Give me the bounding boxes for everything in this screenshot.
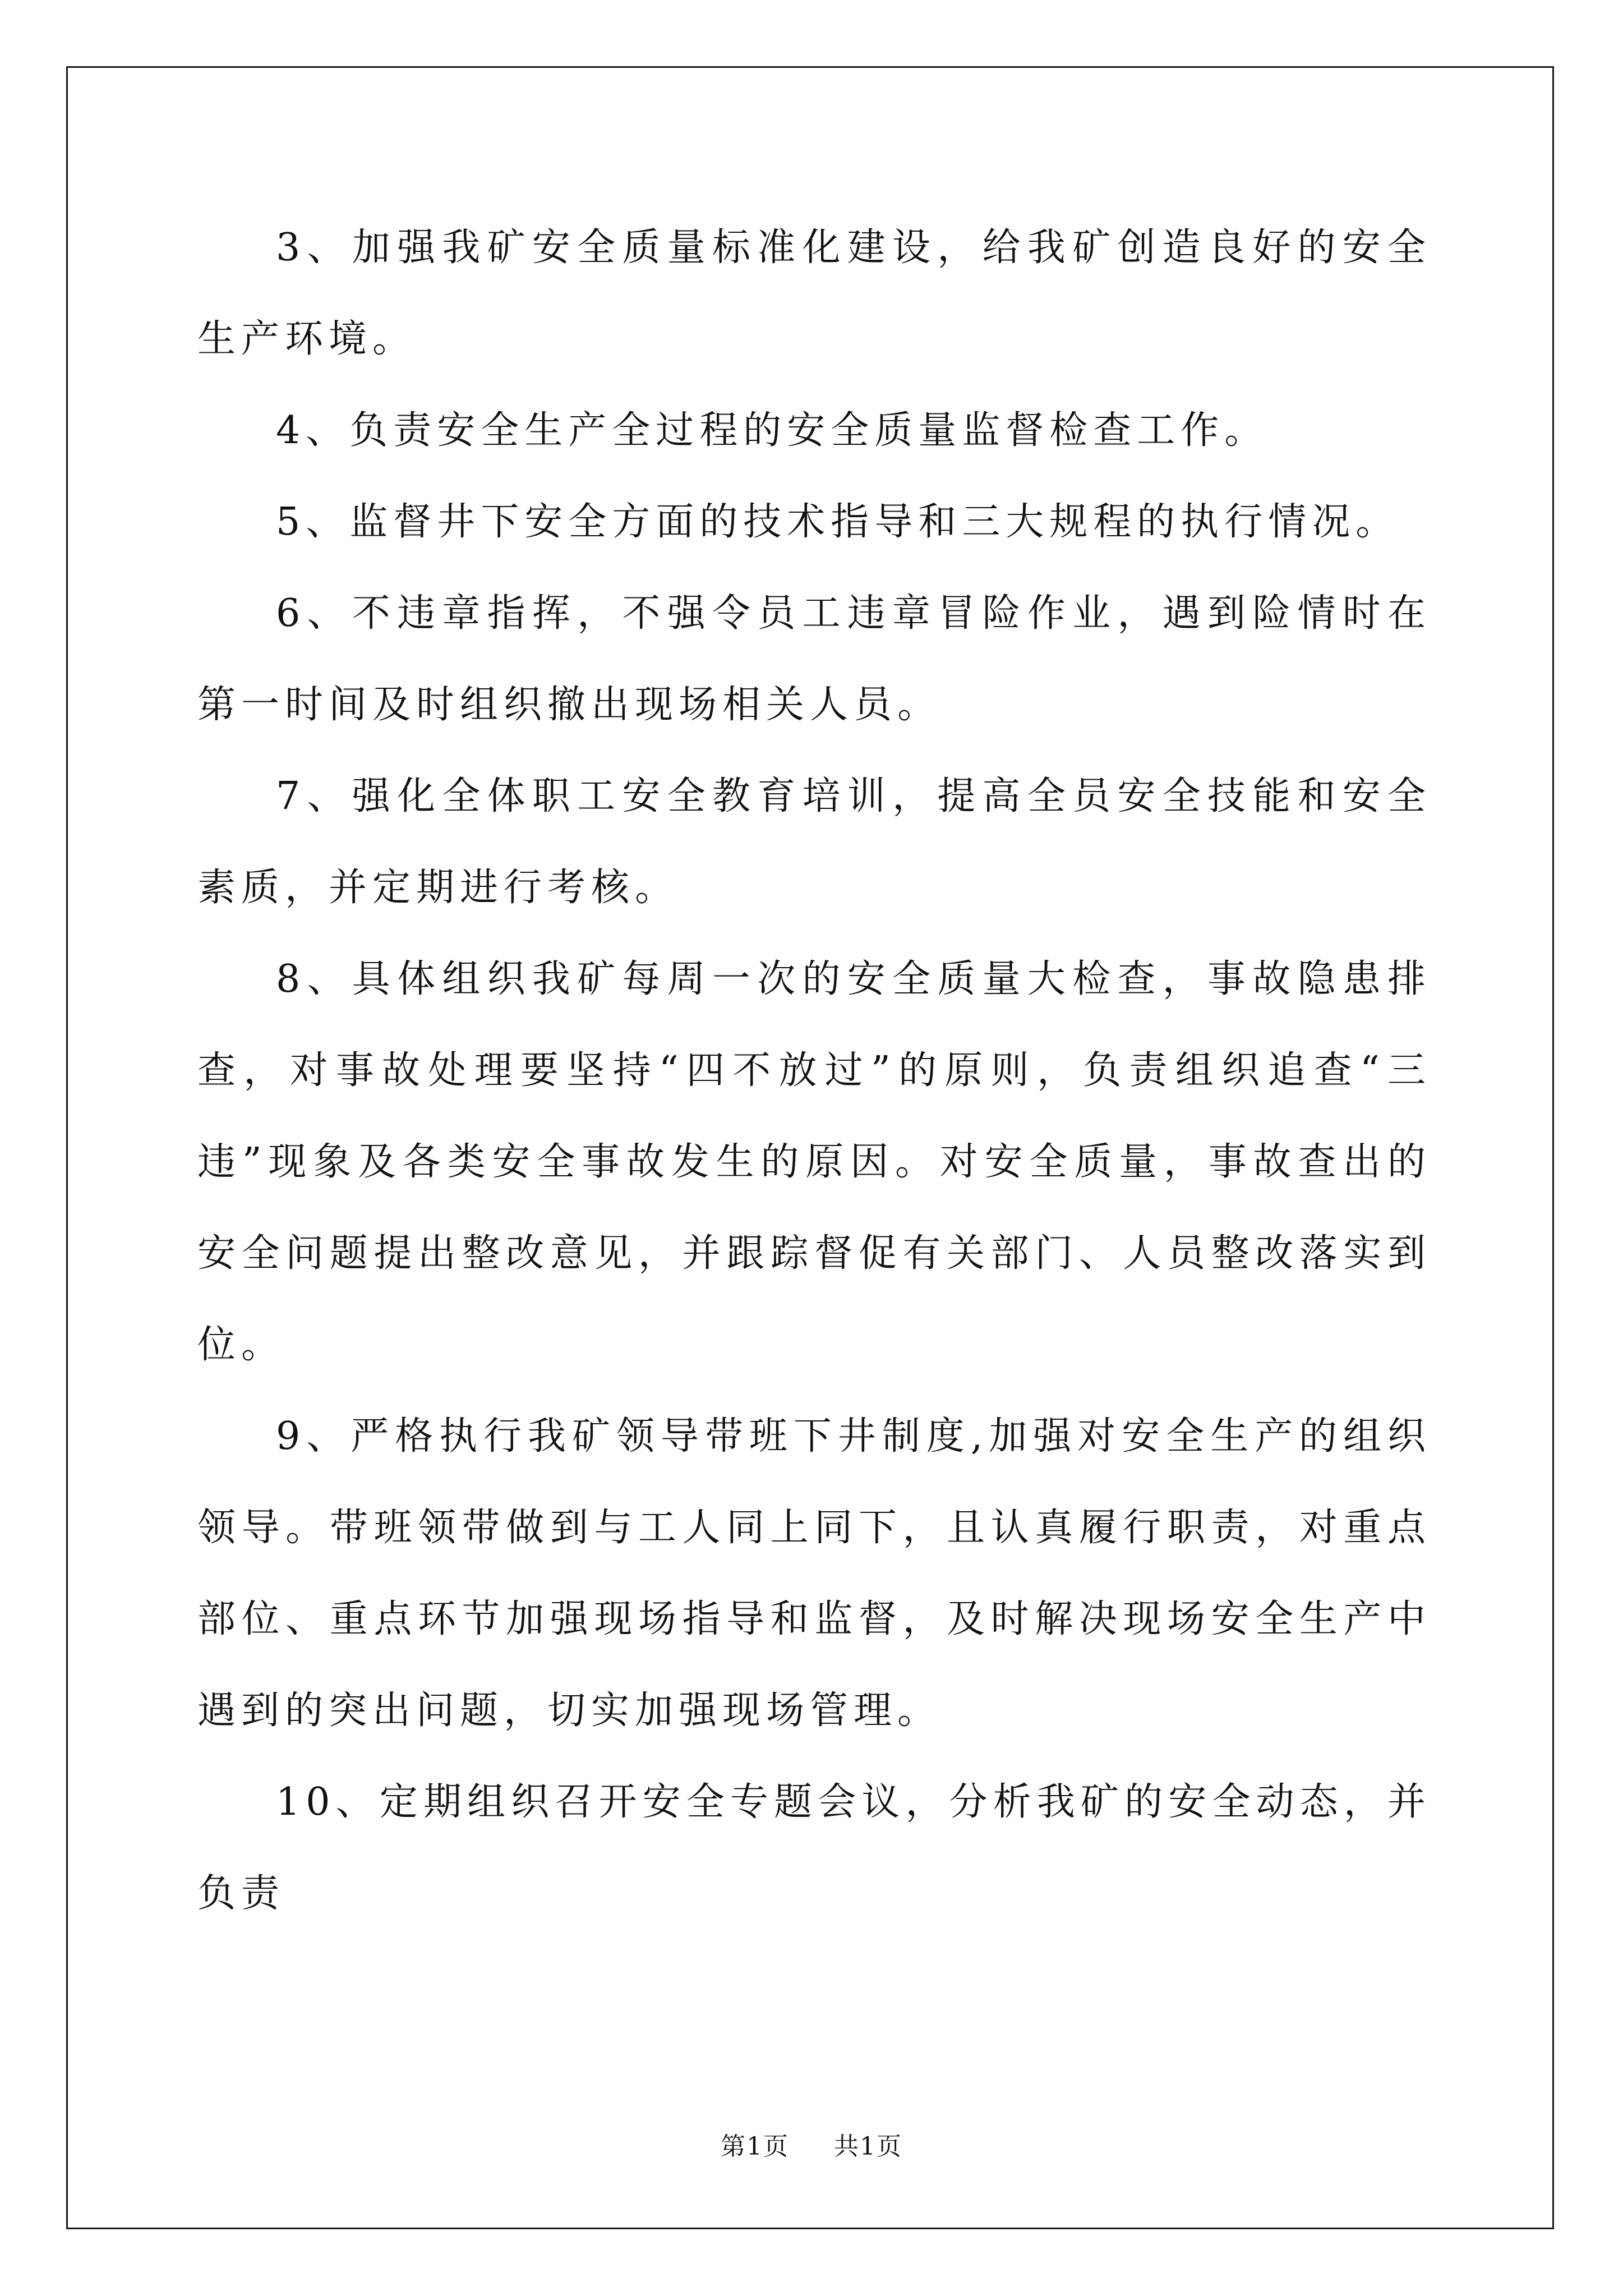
page-number-current: 第1页 [721, 2132, 789, 2161]
paragraph-item-3: 3、加强我矿安全质量标准化建设，给我矿创造良好的安全生产环境。 [197, 226, 1431, 361]
paragraph-item-5: 5、监督井下安全方面的技术指导和三大规程的执行情况。 [276, 500, 1400, 544]
document-body [197, 202, 1431, 1939]
page-footer [0, 2126, 1623, 2162]
paragraph-item-4: 4、负责安全生产全过程的安全质量监督检查工作。 [276, 408, 1269, 453]
paragraph-item-6: 6、不违章指挥，不强令员工违章冒险作业，遇到险情时在第一时间及时组织撤出现场相关人员。 [197, 591, 1431, 727]
paragraph-item-7: 7、强化全体职工安全教育培训，提高全员安全技能和安全素质，并定期进行考核。 [197, 774, 1431, 910]
paragraph-item-9: 9、严格执行我矿领导带班下井制度,加强对安全生产的组织领导。带班领带做到与工人同上同下，且认真履行职责，对重点部位、重点环节加强现场指导和监督，及时解决现场安全生产中遇到的突出问题，切实加强现场管理。 [197, 1414, 1431, 1733]
page-number-total: 共1页 [834, 2132, 902, 2161]
paragraph-item-10: 10、定期组织召开安全专题会议，分析我矿的安全动态，并负责 [197, 1780, 1431, 1916]
paragraph-item-8: 8、具体组织我矿每周一次的安全质量大检查，事故隐患排查，对事故处理要坚持“四不放过”的原则，负责组织追查“三违”现象及各类安全事故发生的原因。对安全质量，事故查出的安全问题提出整改意见，并跟踪督促有关部门、人员整改落实到位。 [197, 957, 1431, 1367]
